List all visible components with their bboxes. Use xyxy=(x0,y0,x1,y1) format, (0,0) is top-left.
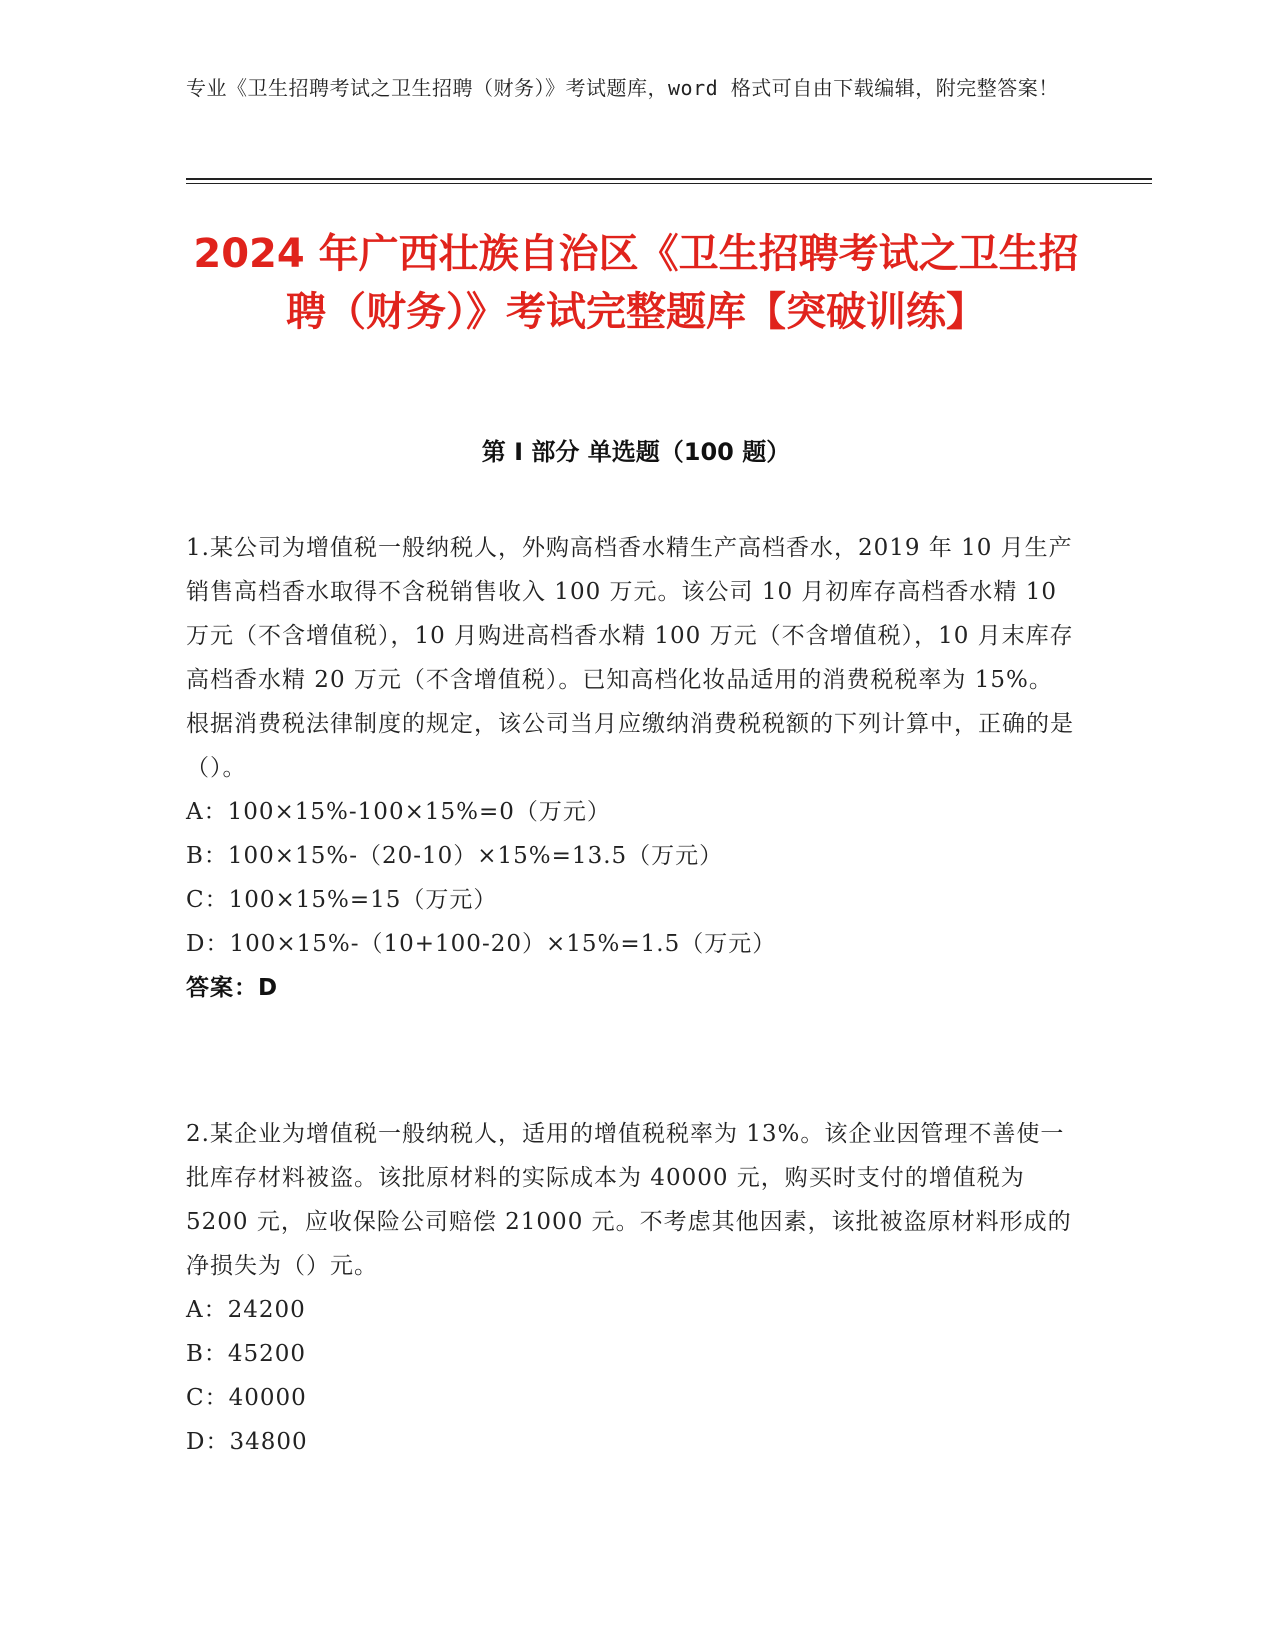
question-stem: 1.某公司为增值税一般纳税人，外购高档香水精生产高档香水，2019 年 10 月生产销售高档香水取得不含税销售收入 100 万元。该公司 10 月初库存高档香水精 10 万元（不含增值税），10 月购进高档香水精 100 万元（不含增值税），10 月末库存高档香水精 20 万元（不含增值税）。已知高档化妆品适用的消费税税率为 15%。根据消费税法律制度的规定，该公司当月应缴纳消费税税额的下列计算中，正确的是（）。 xyxy=(186,535,1074,781)
question-1 xyxy=(186,526,1076,1010)
option-d: D：100×15%-（10+100-20）×15%=1.5（万元） xyxy=(186,931,777,957)
option-c: C：100×15%=15（万元） xyxy=(186,887,498,913)
question-stem: 2.某企业为增值税一般纳税人，适用的增值税税率为 13%。该企业因管理不善使一批库存材料被盗。该批原材料的实际成本为 40000 元，购买时支付的增值税为 5200 元，应收保险公司赔偿 21000 元。不考虑其他因素，该批被盗原材料形成的净损失为（）元。 xyxy=(186,1121,1072,1279)
option-c: C：40000 xyxy=(186,1385,307,1411)
option-b: B：100×15%-（20-10）×15%=13.5（万元） xyxy=(186,843,724,869)
option-d: D：34800 xyxy=(186,1429,308,1455)
header-divider-thin xyxy=(186,183,1152,184)
option-a: A：100×15%-100×15%=0（万元） xyxy=(186,799,611,825)
header-note: 专业《卫生招聘考试之卫生招聘（财务）》考试题库，word 格式可自由下载编辑，附完整答案！ xyxy=(186,76,1059,100)
answer-line: 答案：D xyxy=(186,975,279,1001)
header-divider-thick xyxy=(186,178,1152,180)
question-2 xyxy=(186,1112,1076,1464)
section-heading: 第 I 部分 单选题（100 题） xyxy=(481,438,791,466)
document-title: 2024 年广西壮族自治区《卫生招聘考试之卫生招聘（财务）》考试完整题库【突破训练】 xyxy=(193,231,1079,335)
option-a: A：24200 xyxy=(186,1297,306,1323)
option-b: B：45200 xyxy=(186,1341,307,1367)
